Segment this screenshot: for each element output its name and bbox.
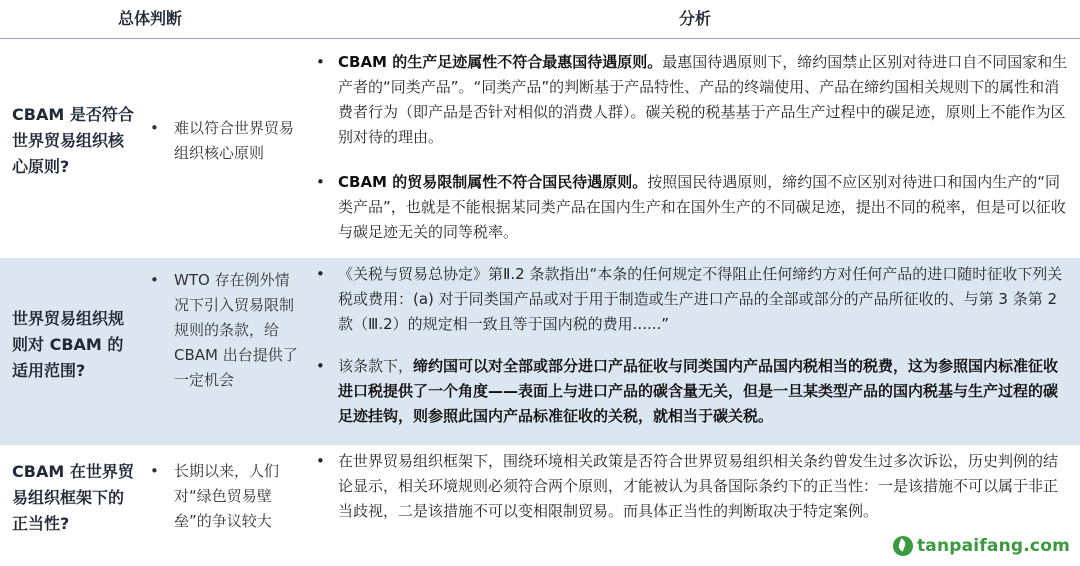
- row-judgement: [150, 116, 300, 166]
- table-row: [0, 44, 1080, 258]
- table-row: [0, 258, 1080, 445]
- analysis-text: 按照国民待遇原则，缔约国不应区别对待进口和国内生产的“同类产品”，也就是不能根据某同类产品在国内生产和在国外生产的不同碳足迹，提出不同的税率，但是可以征收与碳足迹无关的同等税率。: [338, 173, 1066, 241]
- analysis-bold: CBAM 的生产足迹属性不符合最惠国待遇原则。: [338, 53, 663, 71]
- leaf-icon: [893, 536, 913, 556]
- judgement-text: WTO 存在例外情况下引入贸易限制规则的条款，给 CBAM 出台提供了一定机会: [174, 271, 298, 389]
- analysis-item: [316, 262, 1070, 337]
- analysis-item: [316, 449, 1070, 524]
- analysis-item: [316, 170, 1070, 245]
- analysis-text: 该条款下，: [338, 357, 414, 375]
- analysis-text: 在世界贸易组织框架下，围绕环境相关政策是否符合世界贸易组织相关条约曾发生过多次诉讼，历史判例的结论显示，相关环境规则必须符合两个原则，才能被认为具备国际条约下的正当性：一是该措施不可以属于非正当歧视，二是该措施不可以变相限制贸易。而具体正当性的判断取决于特定案例。: [338, 452, 1059, 520]
- watermark-text: tanpaifang.com: [916, 536, 1070, 556]
- row-judgement: [150, 268, 300, 393]
- header-judgement: 总体判断: [117, 9, 182, 28]
- analysis-bold: 缔约国可以对全部或部分进口产品征收与同类国内产品国内税相当的税费，这为参照国内标准征收进口税提供了一个角度——表面上与进口产品的碳含量无关，但是一旦某类型产品的国内税基与生产过程的碳足迹挂钩，则参照此国内产品标准征收的关税，就相当于碳关税。: [338, 357, 1059, 425]
- row-judgement: [150, 459, 300, 534]
- table-header: [0, 0, 1080, 39]
- judgement-text: 长期以来，人们对“绿色贸易壁垒”的争议较大: [174, 462, 280, 530]
- analysis-text: 《关税与贸易总协定》第Ⅱ.2 条款指出“本条的任何规定不得阻止任何缔约方对任何产品的进口随时征收下列关税或费用：(a) 对于同类国产品或对于用于制造或生产进口产品的全部或部分的产品所征收的、与第 3 条第 2 款（Ⅲ.2）的规定相一致且等于国内税的费用......”: [338, 265, 1063, 333]
- analysis-item: [316, 354, 1070, 429]
- bullet-icon: •: [316, 173, 325, 191]
- row-question: CBAM 在世界贸易组织框架下的正当性?: [12, 462, 134, 533]
- judgement-text: 难以符合世界贸易组织核心原则: [174, 119, 295, 162]
- row-question: CBAM 是否符合世界贸易组织核心原则?: [12, 105, 134, 176]
- bullet-icon: •: [150, 271, 159, 289]
- header-analysis: 分析: [678, 9, 711, 28]
- bullet-icon: •: [150, 119, 159, 137]
- bullet-icon: •: [316, 265, 325, 283]
- analysis-text: 最惠国待遇原则下，缔约国禁止区别对待进口自不同国家和生产者的“同类产品”。“同类产品”的判断基于产品特性、产品的终端使用、产品在缔约国相关规则下的属性和消费者行为（即产品是否针对相似的消费人群）。碳关税的税基基于产品生产过程中的碳足迹，原则上不能作为区别对待的理由。: [338, 53, 1068, 146]
- bullet-icon: •: [316, 53, 325, 71]
- bullet-icon: •: [316, 357, 325, 375]
- watermark-logo: [893, 532, 1070, 560]
- analysis-item: [316, 50, 1070, 150]
- bullet-icon: •: [316, 452, 325, 470]
- analysis-bold: CBAM 的贸易限制属性不符合国民待遇原则。: [338, 173, 648, 191]
- bullet-icon: •: [150, 462, 159, 480]
- row-question: 世界贸易组织规则对 CBAM 的适用范围?: [12, 309, 125, 380]
